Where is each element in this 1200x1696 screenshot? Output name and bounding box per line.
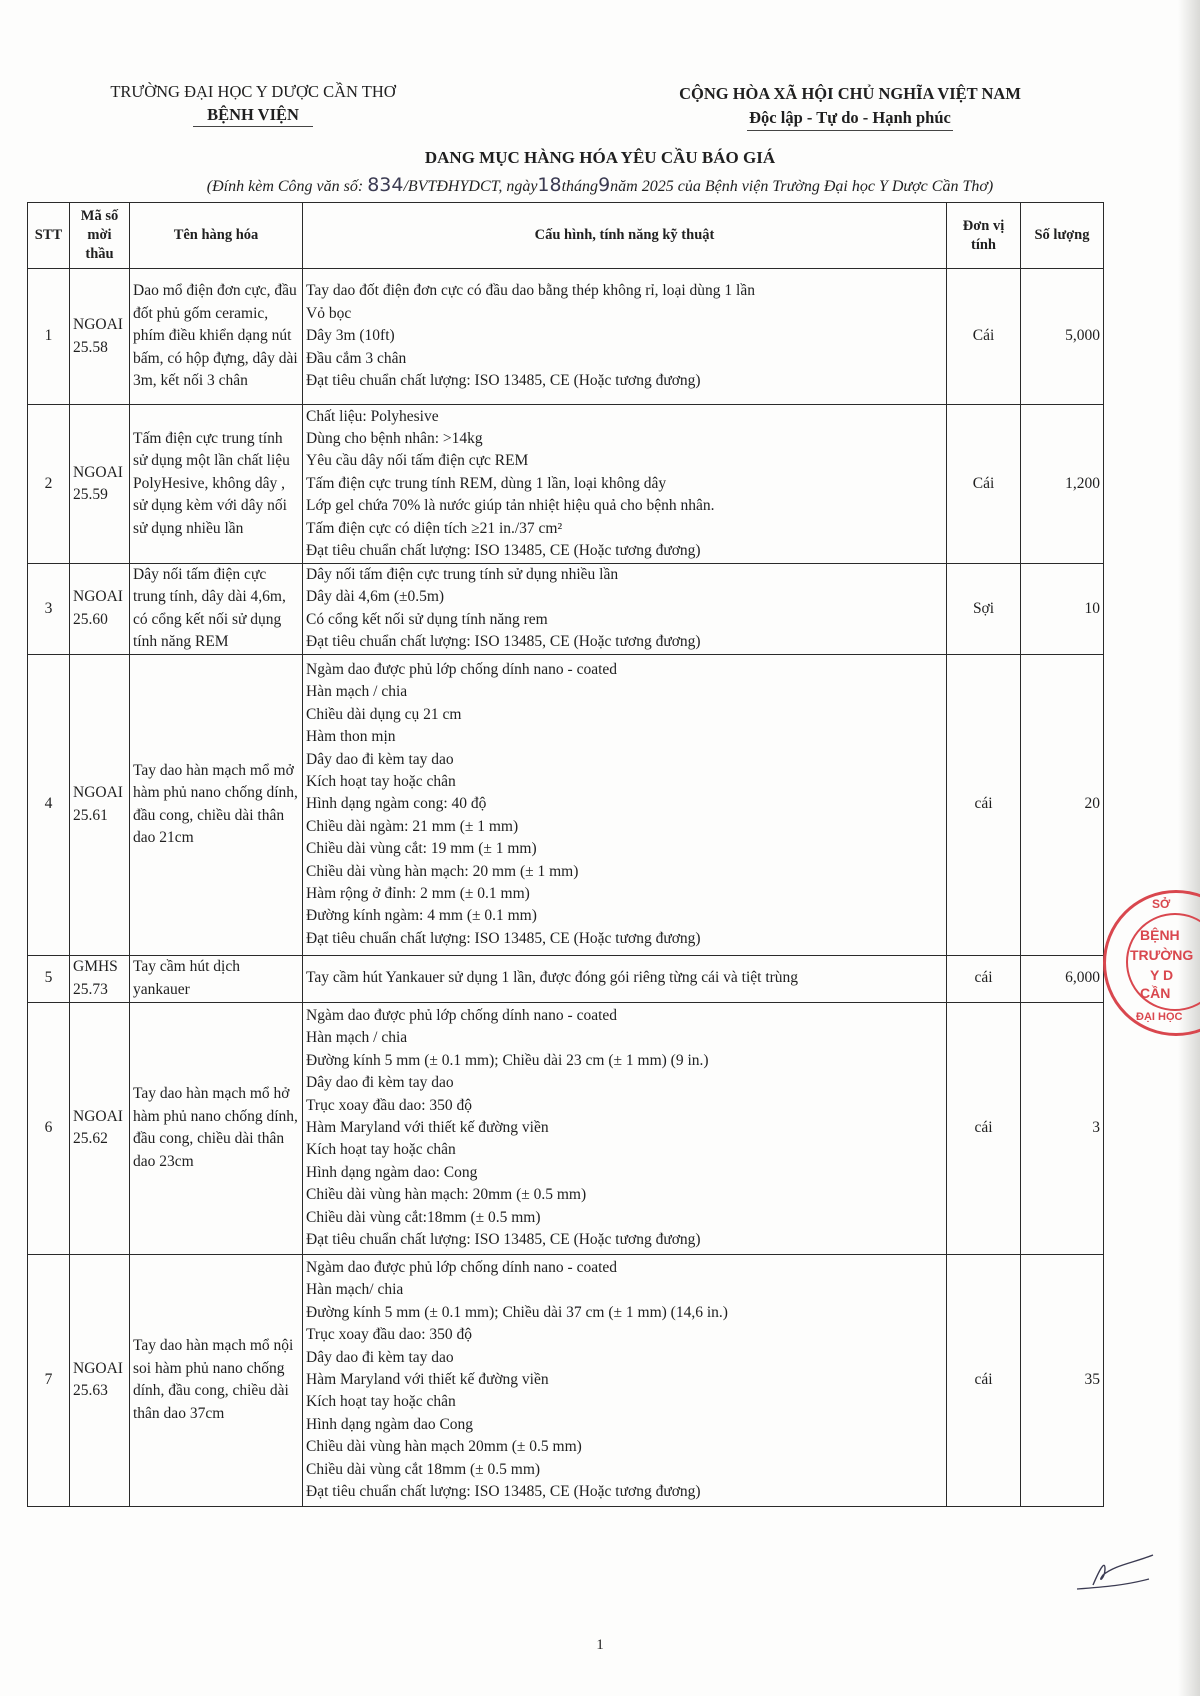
cell-unit: cái <box>947 1254 1021 1506</box>
spec-line: Ngàm dao được phủ lớp chống dính nano - coated <box>306 1258 618 1276</box>
cell-unit: cái <box>947 654 1021 955</box>
cell-spec <box>303 564 947 655</box>
cell-name: Tay dao hàn mạch mổ mở hàm phủ nano chống dính, đầu cong, chiều dài thân dao 21cm <box>130 654 303 955</box>
spec-line: Kích hoạt tay hoặc chân <box>306 773 456 791</box>
spec-line: Hàm thon mịn <box>306 728 396 746</box>
cell-qty: 10 <box>1021 564 1104 655</box>
spec-line: Chiều dài dụng cụ 21 cm <box>306 705 462 723</box>
cell-code: NGOAI 25.61 <box>70 654 130 955</box>
seal-text-1: BỆNH <box>1140 927 1180 943</box>
goods-table <box>27 202 1104 1507</box>
spec-line: Yêu cầu dây nối tấm điện cực REM <box>306 452 529 470</box>
spec-line: Đầu cắm 3 chân <box>306 349 407 367</box>
cell-name: Dao mổ điện đơn cực, đầu đốt phủ gốm ceramic, phím điều khiển dạng nút bấm, có hộp đựng, dây dài 3m, kết nối 3 chân <box>130 269 303 405</box>
spec-line: Dây dài 4,6m (±0.5m) <box>306 588 445 606</box>
header-code: Mã số mời thầu <box>70 203 130 269</box>
cell-code: NGOAI 25.63 <box>70 1254 130 1506</box>
header-qty: Số lượng <box>1021 203 1104 269</box>
spec-line: Đạt tiêu chuẩn chất lượng: ISO 13485, CE (Hoặc tương đương) <box>306 542 701 560</box>
spec-line: Dây dao đi kèm tay dao <box>306 1074 454 1092</box>
seal-text-4: CẦN <box>1140 985 1171 1001</box>
spec-line: Đường kính 5 mm (± 0.1 mm); Chiều dài 23 cm (± 1 mm) (9 in.) <box>306 1051 709 1069</box>
document-title: DANG MỤC HÀNG HÓA YÊU CẦU BÁO GIÁ <box>424 148 776 167</box>
spec-line: Có cổng kết nối sử dụng tính năng rem <box>306 610 548 628</box>
issuer-unit-name: BỆNH VIỆN <box>193 103 313 127</box>
national-motto: Độc lập - Tự do - Hạnh phúc <box>747 106 953 131</box>
subtitle-part-a: (Đính kèm Công văn số: <box>206 178 368 195</box>
header-name: Tên hàng hóa <box>130 203 303 269</box>
cell-unit: Cái <box>947 405 1021 564</box>
table-header-row <box>28 203 1104 269</box>
spec-line: Chiều dài vùng hàn mạch 20mm (± 0.5 mm) <box>306 1438 582 1456</box>
table-row <box>28 1002 1104 1254</box>
cell-code: NGOAI 25.59 <box>70 405 130 564</box>
spec-line: Tấm điện cực trung tính REM, dùng 1 lần, loại không dây <box>306 474 667 492</box>
cell-name: Tay cầm hút dịch yankauer <box>130 955 303 1002</box>
cell-stt: 3 <box>28 564 70 655</box>
cell-name: Tay dao hàn mạch mổ nội soi hàm phủ nano chống dính, đầu cong, chiều dài thân dao 37cm <box>130 1254 303 1506</box>
cell-spec <box>303 269 947 405</box>
spec-line: Chiều dài vùng cắt:18mm (± 0.5 mm) <box>306 1208 541 1226</box>
cell-spec <box>303 654 947 955</box>
cell-qty: 3 <box>1021 1002 1104 1254</box>
cell-unit: cái <box>947 1002 1021 1254</box>
spec-line: Đạt tiêu chuẩn chất lượng: ISO 13485, CE (Hoặc tương đương) <box>306 372 701 390</box>
signature-mark <box>1075 1535 1155 1595</box>
spec-line: Hàm rộng ở đỉnh: 2 mm (± 0.1 mm) <box>306 885 530 903</box>
cell-stt: 1 <box>28 269 70 405</box>
spec-line: Tấm điện cực có diện tích ≥21 in./37 cm² <box>306 519 563 537</box>
issuer-org-name: TRƯỜNG ĐẠI HỌC Y DƯỢC CẦN THƠ <box>110 82 396 101</box>
seal-text-2: TRƯỜNG <box>1130 947 1194 963</box>
cell-qty: 6,000 <box>1021 955 1104 1002</box>
document-subtitle <box>0 174 1200 196</box>
cell-stt: 7 <box>28 1254 70 1506</box>
spec-line: Hàn mạch / chia <box>306 683 408 701</box>
spec-line: Hình dạng ngàm dao Cong <box>306 1415 474 1433</box>
cell-stt: 2 <box>28 405 70 564</box>
cell-qty: 5,000 <box>1021 269 1104 405</box>
spec-line: Chất liệu: Polyhesive <box>306 407 439 425</box>
cell-code: NGOAI 25.62 <box>70 1002 130 1254</box>
cell-name: Dây nối tấm điện cực trung tính, dây dài 4,6m, có cổng kết nối sử dụng tính năng REM <box>130 564 303 655</box>
seal-text-3: Y D <box>1150 967 1174 983</box>
spec-line: Chiều dài vùng hàn mạch: 20mm (± 0.5 mm) <box>306 1186 587 1204</box>
cell-stt: 5 <box>28 955 70 1002</box>
table-row <box>28 1254 1104 1506</box>
spec-line: Chiều dài vùng cắt 18mm (± 0.5 mm) <box>306 1460 541 1478</box>
subtitle-part-d: năm 2025 của Bệnh viện Trường Đại học Y Dược Cần Thơ) <box>610 178 994 195</box>
spec-line: Đạt tiêu chuẩn chất lượng: ISO 13485, CE (Hoặc tương đương) <box>306 929 701 947</box>
spec-line: Dùng cho bệnh nhân: >14kg <box>306 429 483 447</box>
spec-line: Dây dao đi kèm tay dao <box>306 750 454 768</box>
spec-line: Đạt tiêu chuẩn chất lượng: ISO 13485, CE (Hoặc tương đương) <box>306 1230 701 1248</box>
subtitle-part-b: /BVTĐHYDCT, ngày <box>403 178 538 195</box>
header-spec: Cấu hình, tính năng kỹ thuật <box>303 203 947 269</box>
seal-text-top: SỞ <box>1152 897 1171 911</box>
spec-line: Đường kính 5 mm (± 0.1 mm); Chiều dài 37 cm (± 1 mm) (14,6 in.) <box>306 1303 728 1321</box>
spec-line: Lớp gel chứa 70% là nước giúp tản nhiệt hiệu quả cho bệnh nhân. <box>306 497 715 515</box>
page-number: 1 <box>596 1637 604 1653</box>
cell-name: Tấm điện cực trung tính sử dụng một lần chất liệu PolyHesive, không dây , sử dụng kèm với dây nối sử dụng nhiều lần <box>130 405 303 564</box>
spec-line: Dây nối tấm điện cực trung tính sử dụng nhiều lần <box>306 566 619 583</box>
spec-line: Hàn mạch / chia <box>306 1029 408 1047</box>
cell-spec <box>303 1254 947 1506</box>
spec-line: Hàm Maryland với thiết kế đường viền <box>306 1370 549 1388</box>
cell-unit: Sợi <box>947 564 1021 655</box>
cell-qty: 20 <box>1021 654 1104 955</box>
spec-line: Trục xoay đầu dao: 350 độ <box>306 1326 473 1344</box>
handwritten-month: 9 <box>598 174 611 196</box>
spec-line: Trục xoay đầu dao: 350 độ <box>306 1096 473 1114</box>
spec-line: Đạt tiêu chuẩn chất lượng: ISO 13485, CE (Hoặc tương đương) <box>306 633 701 651</box>
spec-line: Ngàm dao được phủ lớp chống dính nano - coated <box>306 660 618 678</box>
cell-qty: 1,200 <box>1021 405 1104 564</box>
cell-spec <box>303 1002 947 1254</box>
spec-line: Dây 3m (10ft) <box>306 327 395 345</box>
spec-line: Dây dao đi kèm tay dao <box>306 1348 454 1366</box>
cell-spec <box>303 955 947 1002</box>
cell-spec <box>303 405 947 564</box>
cell-code: GMHS 25.73 <box>70 955 130 1002</box>
subtitle-part-c: tháng <box>561 178 599 195</box>
national-title: CỘNG HÒA XÃ HỘI CHỦ NGHĨA VIỆT NAM <box>679 84 1021 103</box>
cell-stt: 6 <box>28 1002 70 1254</box>
table-row <box>28 405 1104 564</box>
cell-qty: 35 <box>1021 1254 1104 1506</box>
spec-line: Chiều dài vùng cắt: 19 mm (± 1 mm) <box>306 840 537 858</box>
cell-unit: cái <box>947 955 1021 1002</box>
spec-line: Chiều dài ngàm: 21 mm (± 1 mm) <box>306 817 519 835</box>
spec-line: Hình dạng ngàm cong: 40 độ <box>306 795 487 813</box>
table-row <box>28 564 1104 655</box>
spec-line: Ngàm dao được phủ lớp chống dính nano - coated <box>306 1006 618 1024</box>
spec-line: Tay dao đốt điện đơn cực có đầu dao bằng thép không rỉ, loại dùng 1 lần <box>306 282 755 300</box>
spec-line: Tay cầm hút Yankauer sử dụng 1 lần, được đóng gói riêng từng cái và tiệt trùng <box>306 969 799 987</box>
header-stt: STT <box>28 203 70 269</box>
cell-stt: 4 <box>28 654 70 955</box>
spec-line: Chiều dài vùng hàn mạch: 20 mm (± 1 mm) <box>306 862 579 880</box>
cell-name: Tay dao hàn mạch mổ hở hàm phủ nano chống dính, đầu cong, chiều dài thân dao 23cm <box>130 1002 303 1254</box>
spec-line: Vỏ bọc <box>306 304 352 322</box>
handwritten-doc-number: 834 <box>367 174 404 196</box>
spec-line: Kích hoạt tay hoặc chân <box>306 1393 456 1411</box>
spec-line: Hàn mạch/ chia <box>306 1281 404 1299</box>
issuer-header <box>108 80 398 127</box>
spec-line: Kích hoạt tay hoặc chân <box>306 1141 456 1159</box>
page-edge-shadow <box>1178 0 1200 1696</box>
cell-code: NGOAI 25.58 <box>70 269 130 405</box>
table-row <box>28 955 1104 1002</box>
cell-unit: Cái <box>947 269 1021 405</box>
header-unit: Đơn vị tính <box>947 203 1021 269</box>
spec-line: Đường kính ngàm: 4 mm (± 0.1 mm) <box>306 907 537 925</box>
spec-line: Đạt tiêu chuẩn chất lượng: ISO 13485, CE (Hoặc tương đương) <box>306 1482 701 1500</box>
table-row <box>28 269 1104 405</box>
spec-line: Hàm Maryland với thiết kế đường viền <box>306 1118 549 1136</box>
red-seal-stamp <box>1103 890 1200 1036</box>
national-header <box>660 82 1040 131</box>
seal-text-ring: ĐẠI HỌC <box>1136 1011 1183 1023</box>
handwritten-day: 18 <box>537 174 562 196</box>
cell-code: NGOAI 25.60 <box>70 564 130 655</box>
table-row <box>28 654 1104 955</box>
spec-line: Hình dạng ngàm dao: Cong <box>306 1163 478 1181</box>
